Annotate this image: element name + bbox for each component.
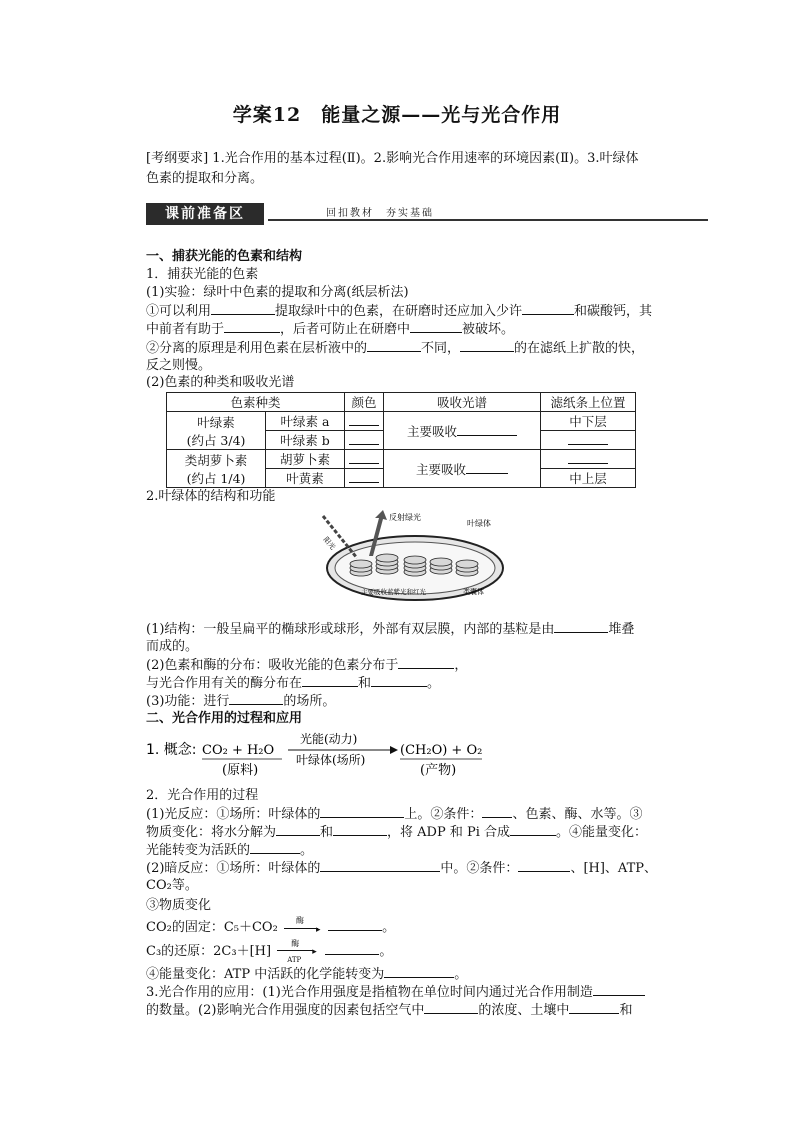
blank-thylakoid [554,620,608,633]
diagram-label-light: 阳光 [321,535,337,552]
blank-enzyme-location-2 [371,674,427,687]
header-color: 颜色 [345,393,384,412]
l2-b: 和 [320,825,334,840]
header-absorb: 吸收光谱 [384,393,541,412]
l2-a: 物质变化：将水分解为 [146,825,277,840]
co2-fixation [146,915,686,936]
blank-sugar [593,983,645,996]
l8-a: C₃的还原：2C₃＋[H] [146,944,272,959]
dark-reaction-2: CO₂等。 [146,878,198,893]
section-banner [146,203,708,225]
s3-b: 和 [358,676,372,691]
blank-2c3 [328,918,382,931]
p1-c: 和碳酸钙，其 [574,304,653,319]
banner-label: 课前准备区 [146,203,264,225]
row-chl-b: 叶绿素 b [266,431,345,450]
structure-heading: 2.叶绿体的结构和功能 [146,489,276,504]
energy-change [146,965,686,983]
l11-a: 的数量。(2)影响光合作用强度的因素包括空气中 [146,1003,425,1018]
table-row [167,412,636,431]
group-chlorophyll [167,412,266,450]
blank-pos-2 [568,432,608,445]
row-carotene: 胡萝卜素 [266,450,345,469]
blank-high [460,339,514,352]
experiment-line: (1)实验：绿叶中色素的提取和分离(纸层析法) [146,285,409,300]
diagram-label-thylakoid: 类囊体 [463,588,484,596]
l3-b: 。 [300,843,314,858]
page-title: 学案12 能量之源——光与光合作用 [232,104,562,126]
fixation-arrow [282,915,324,935]
blank-purpose [224,320,280,333]
absorb-cell-1 [384,412,541,450]
application-2 [146,1001,686,1019]
group1-name: 叶绿素 [197,414,235,430]
blank-solubility [367,339,421,352]
l4-a: (2)暗反应：①场所：叶绿体的 [146,861,321,876]
reaction-arrow-head [390,746,398,754]
experiment-p2 [146,320,686,338]
pos-cell-3 [541,450,636,469]
diagram-label-absorb: 主要吸收蓝紫光和红光 [361,588,426,596]
s2-b: ， [454,658,468,673]
section1-heading: 一、捕获光能的色素和结构 [146,249,303,264]
structure-p2 [146,656,686,674]
reduction-arrow-head: ▸ [312,946,317,957]
blank [349,433,379,445]
pigment-table [166,392,636,488]
blank-protected [410,320,462,333]
s3-a: 与光合作用有关的酶分布在 [146,676,303,691]
row-chl-a: 叶绿素 a [266,412,345,431]
table-header-row [167,393,636,412]
pos-cell-2 [541,431,636,450]
color-blank-3 [345,450,384,469]
dark-reaction-3: ③物质变化 [146,898,212,913]
p3-a: ②分离的原理是利用色素在层析液中的 [146,341,368,356]
blank-additive [522,302,574,315]
light-reaction-2 [146,823,686,841]
l1-b: 上。②条件： [404,807,483,822]
blank-atp [510,823,556,836]
p2-a: 中前者有助于 [146,322,225,337]
requirements-label: [考纲要求] [146,151,209,166]
s1-b: 堆叠 [608,622,635,637]
blank-co2 [424,1001,478,1014]
pos-cell-1: 中下层 [541,412,636,431]
fixation-arrow-head: ▸ [315,924,321,935]
product-note: (产物) [420,763,457,778]
absorb-label-1: 主要吸收 [406,423,457,439]
table-row [167,450,636,469]
blank-chemical-energy [250,841,300,854]
concept-formula [146,730,506,780]
requirements-line-2: 色素的提取和分离。 [146,171,264,186]
group2-note: (约占 1/4) [186,470,246,486]
diagram-label-chloroplast: 叶绿体 [467,519,491,528]
arrow-bottom: 叶绿体(场所) [296,753,366,767]
blank-water [569,1001,619,1014]
blank-product [325,942,379,955]
blank [349,452,379,464]
blank-pigment-location [398,656,454,669]
l4-c: 、[H]、ATP、 [570,861,658,876]
chloroplast-svg [317,510,509,602]
chloroplast-diagram [317,510,509,602]
blank-stable-energy [384,965,454,978]
color-blank-2 [345,431,384,450]
banner-rule [268,219,708,221]
structure-p1b: 而成的。 [146,639,199,654]
p1-b: 提取绿叶中的色素，在研磨时还应加入少许 [275,304,523,319]
blank [349,414,379,426]
header-position: 滤纸条上位置 [541,393,636,412]
l9-a: ④能量变化：ATP 中活跃的化学能转变为 [146,967,385,982]
blank-o2 [276,823,320,836]
types-heading: (2)色素的种类和吸收光谱 [146,375,295,390]
l7-a: CO₂的固定：C₅＋CO₂ [146,920,278,935]
blank-function [229,692,283,705]
p2-b: ，后者可防止在研磨中 [280,322,411,337]
experiment-p4: 反之则慢。 [146,358,212,373]
reduction-arrow-line [277,950,313,951]
reactants: CO₂ + H₂O [202,743,275,758]
p2-c: 被破坏。 [462,322,515,337]
s2-a: (2)色素和酶的分布：吸收光能的色素分布于 [146,658,399,673]
requirements-text-1: 1.光合作用的基本过程(Ⅱ)。2.影响光合作用速率的环境因素(Ⅱ)。3.叶绿体 [212,151,639,166]
structure-p1 [146,620,686,638]
group1-note: (约占 3/4) [186,432,246,448]
diagram-label-reflect: 反射绿光 [389,513,421,522]
s1-a: (1)结构：一般呈扁平的椭球形或球形，外部有双层膜，内部的基粒是由 [146,622,555,637]
structure-p4 [146,692,686,710]
blank-pos-3 [568,451,608,464]
banner-subtitle: 回扣教材 夯实基础 [326,208,434,219]
process-heading: 2．光合作用的过程 [146,788,259,803]
l11-c: 和 [619,1003,633,1018]
l11-b: 的浓度、土壤中 [478,1003,570,1018]
structure-p3 [146,674,686,692]
l3-a: 光能转变为活跃的 [146,843,251,858]
s3-c: 。 [427,676,441,691]
row-xanthophyll: 叶黄素 [266,469,345,488]
color-blank-4 [345,469,384,488]
l10-a: 3.光合作用的应用：(1)光合作用强度是指植物在单位时间内通过光合作用制造 [146,985,593,1000]
products: (CH₂O) + O₂ [400,743,483,758]
l9-b: 。 [454,967,468,982]
blank-stroma [320,859,440,872]
l2-c: ，将 ADP 和 Pi 合成 [387,825,511,840]
p3-c: 的在滤纸上扩散的快， [514,341,645,356]
l4-b: 中。②条件： [440,861,519,876]
s4-b: 的场所。 [283,694,336,709]
absorb-label-2: 主要吸收 [415,461,466,477]
formula-svg [146,730,506,780]
c3-reduction [146,938,686,964]
experiment-p3 [146,339,686,357]
light-reaction-3 [146,841,686,859]
blank-light [482,805,512,818]
fixation-arrow-line [284,928,318,929]
header-type: 色素种类 [167,393,345,412]
group-carotenoid [167,450,266,488]
blank-h [333,823,387,836]
blank-absorb-1 [457,423,517,436]
l1-a: (1)光反应：①场所：叶绿体的 [146,807,321,822]
fixation-arrow-enzyme: 酶 [295,915,304,925]
l2-d: 。④能量变化： [556,825,648,840]
p3-b: 不同， [421,341,461,356]
p1-a: ①可以利用 [146,304,212,319]
reduction-arrow [275,938,321,964]
blank-enzyme-location-1 [302,674,358,687]
concept-label: 1. 概念: [146,742,197,758]
arrow-top: 光能(动力) [300,732,358,746]
color-blank-1 [345,412,384,431]
blank-enzyme [518,859,570,872]
requirements-line-1 [146,150,686,167]
group2-name: 类胡萝卜素 [184,452,248,468]
reduction-arrow-enzyme: 酶 [291,938,300,948]
l7-b: 。 [382,920,396,935]
l8-b: 。 [379,944,393,959]
reactant-note: (原料) [222,763,259,778]
application-1 [146,983,686,1001]
section1-sub1: 1．捕获光能的色素 [146,267,259,282]
dark-reaction-1 [146,859,686,877]
s4-a: (3)功能：进行 [146,694,230,709]
l1-c: 、色素、酶、水等。③ [512,807,643,822]
blank [349,471,379,483]
blank-thylakoid-membrane [320,805,404,818]
light-reaction-1 [146,805,686,823]
blank-extract-solvent [211,302,275,315]
experiment-p1 [146,302,686,320]
pos-cell-4: 中上层 [541,469,636,488]
blank-absorb-2 [466,461,508,474]
absorb-cell-2 [384,450,541,488]
reduction-arrow-atp: ATP [287,955,302,964]
section2-heading: 二、光合作用的过程和应用 [146,711,303,726]
